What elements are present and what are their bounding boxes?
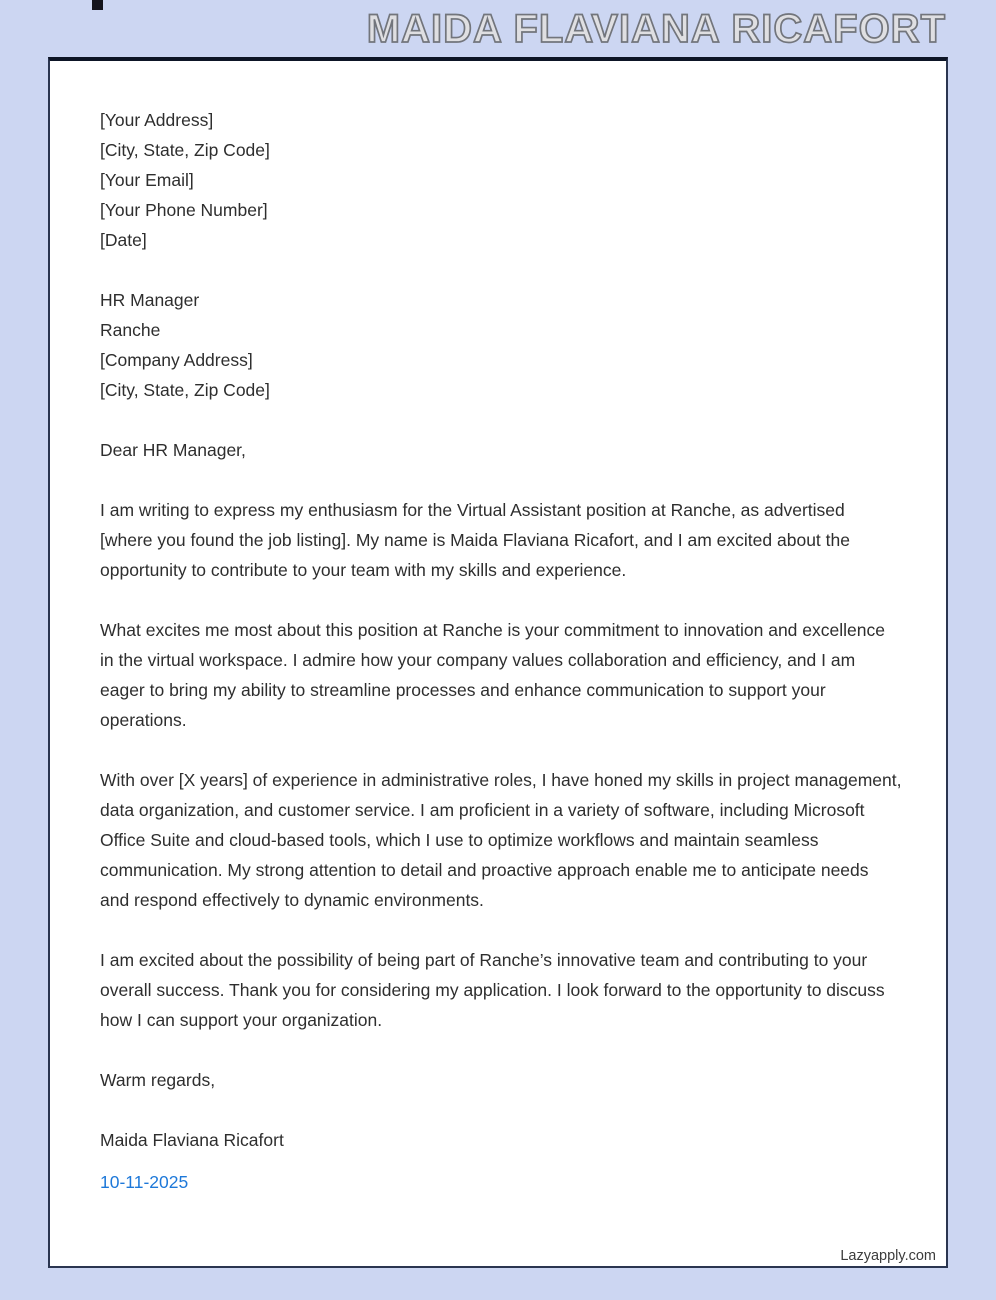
- recipient-city-line: [City, State, Zip Code]: [100, 380, 270, 400]
- recipient-company-line: Ranche: [100, 320, 161, 340]
- sender-phone-line: [Your Phone Number]: [100, 200, 268, 220]
- recipient-block: [100, 285, 896, 405]
- body-paragraph-4: I am excited about the possibility of being part of Ranche’s innovative team and contributing to your overall success. Thank you for considering my application. I look forward to the opportunity to discuss how I can support your organization.: [100, 950, 885, 1030]
- salutation-block: [100, 435, 896, 465]
- date-row: [100, 1167, 896, 1197]
- signature-name: Maida Flaviana Ricafort: [100, 1130, 284, 1150]
- salutation: Dear HR Manager,: [100, 440, 246, 460]
- date-link[interactable]: 10-11-2025: [100, 1172, 189, 1192]
- sender-address-line: [Your Address]: [100, 110, 214, 130]
- sender-block: [100, 105, 896, 255]
- body-paragraph-1: I am writing to express my enthusiasm for the Virtual Assistant position at Ranche, as advertised [where you found the job listing]. My name is Maida Flaviana Ricafort, and I am excited about the opportunity to contribute to your team with my skills and experience.: [100, 500, 850, 580]
- header-name: MAIDA FLAVIANA RICAFORT: [366, 7, 946, 51]
- sender-city-line: [City, State, Zip Code]: [100, 140, 270, 160]
- recipient-address-line: [Company Address]: [100, 350, 253, 370]
- sender-date-line: [Date]: [100, 230, 147, 250]
- page-header: [0, 0, 996, 57]
- body-paragraph-3: With over [X years] of experience in administrative roles, I have honed my skills in project management, data organization, and customer service. I am proficient in a variety of software, including Microsoft Office Suite and cloud-based tools, which I use to optimize workflows and maintain seamless communication. My strong attention to detail and proactive approach enable me to anticipate needs and respond effectively to dynamic environments.: [100, 770, 902, 910]
- body-paragraph-2: What excites me most about this position at Ranche is your commitment to innovation and excellence in the virtual workspace. I admire how your company values collaboration and efficiency, and I am eager to bring my ability to streamline processes and enhance communication to support your operations.: [100, 620, 885, 730]
- watermark-text: Lazyapply.com: [840, 1248, 936, 1264]
- letter-document: [48, 57, 948, 1268]
- corner-artifact: [92, 0, 103, 10]
- recipient-title-line: HR Manager: [100, 290, 200, 310]
- sender-email-line: [Your Email]: [100, 170, 194, 190]
- closing-line: Warm regards,: [100, 1070, 216, 1090]
